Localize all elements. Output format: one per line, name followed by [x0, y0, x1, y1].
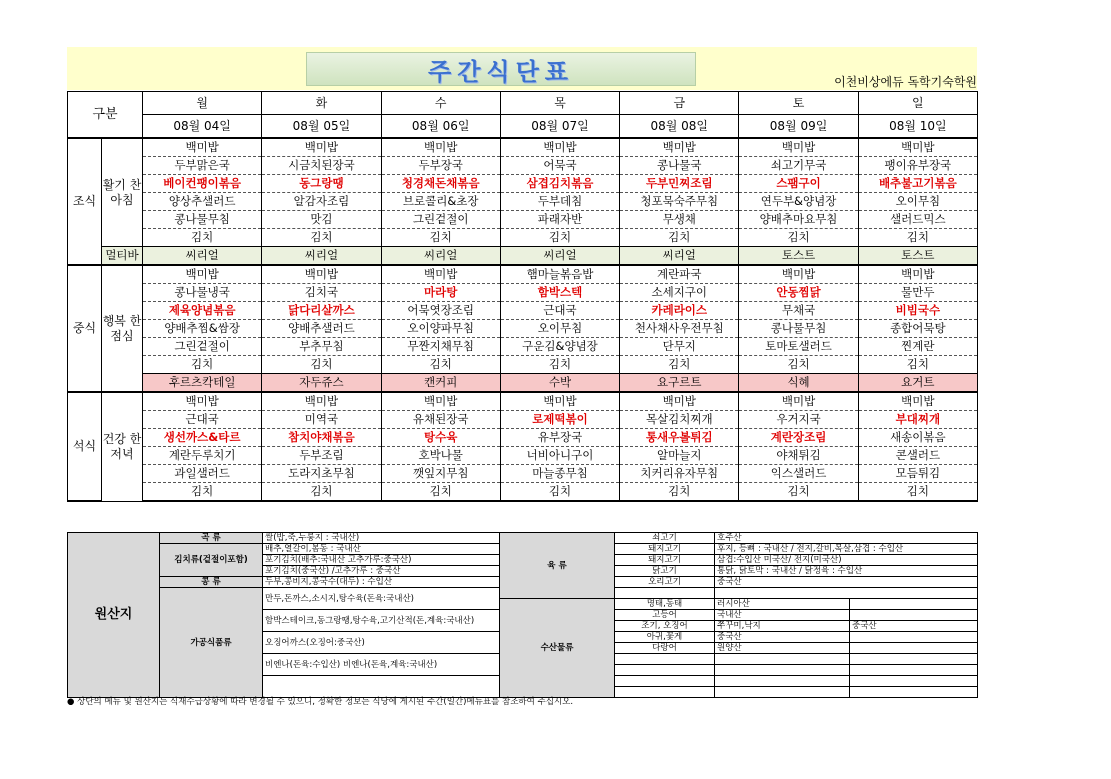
menu-row	[68, 138, 978, 157]
meat-item	[615, 588, 715, 599]
meal-label-breakfast: 조식	[68, 138, 102, 265]
menu-row	[68, 465, 978, 483]
date-header: 08월 07일	[500, 115, 619, 139]
menu-cell: 배추불고기볶음	[858, 175, 977, 193]
meat-item: 쇠고기	[615, 533, 715, 544]
date-header: 08월 08일	[620, 115, 739, 139]
menu-cell: 김치	[381, 483, 500, 502]
menu-cell: 백미밥	[262, 392, 381, 411]
menu-cell: 백미밥	[858, 265, 977, 284]
snack-cell: 토스트	[739, 247, 858, 266]
processed-label: 가공식품류	[160, 588, 263, 698]
day-header: 화	[262, 92, 381, 115]
category-label: 구분	[68, 92, 143, 139]
menu-cell: 호박나물	[381, 447, 500, 465]
menu-cell: 통새우볼튀김	[620, 429, 739, 447]
menu-row	[68, 193, 978, 211]
meat-origin: 중국산	[715, 577, 978, 588]
menu-cell: 백미밥	[381, 392, 500, 411]
meal-sublabel-lunch: 행복 한 점심	[102, 265, 143, 392]
menu-cell: 김치	[739, 483, 858, 502]
menu-cell: 콩나물냉국	[143, 284, 262, 302]
grain-value: 쌀(밥,죽,누룽지 : 국내산)	[263, 533, 500, 544]
bean-value: 두부,콩비지,콩국수(대두) : 수입산	[263, 577, 500, 588]
menu-row	[68, 175, 978, 193]
menu-cell: 백미밥	[500, 138, 619, 157]
menu-cell: 김치	[739, 356, 858, 374]
menu-row	[68, 483, 978, 502]
menu-cell: 참치야채볶음	[262, 429, 381, 447]
grain-label: 곡 류	[160, 533, 263, 544]
menu-cell: 무짠지채무침	[381, 338, 500, 356]
menu-cell: 백미밥	[143, 392, 262, 411]
meat-item: 돼지고기	[615, 544, 715, 555]
menu-cell: 치커리유자무침	[620, 465, 739, 483]
menu-cell: 구운김&양념장	[500, 338, 619, 356]
menu-cell: 물만두	[858, 284, 977, 302]
menu-cell: 시금치된장국	[262, 157, 381, 175]
kimchi-value: 포기김치(배추:국내산 고추가루:중국산)	[263, 555, 500, 566]
seafood-extra: 중국산	[850, 621, 978, 632]
seafood-origin	[715, 676, 850, 687]
origin-row	[68, 533, 978, 544]
menu-cell: 그린겉절이	[143, 338, 262, 356]
menu-cell: 무채국	[739, 302, 858, 320]
menu-cell: 김치	[500, 483, 619, 502]
menu-cell: 콩나물국	[620, 157, 739, 175]
date-header: 08월 10일	[858, 115, 977, 139]
seafood-origin: 원양산	[715, 643, 850, 654]
seafood-origin: 국내산	[715, 610, 850, 621]
menu-cell: 함박스텍	[500, 284, 619, 302]
meal-sublabel-dinner: 건강 한 저녁	[102, 392, 143, 501]
menu-row	[68, 356, 978, 374]
menu-cell: 탕수육	[381, 429, 500, 447]
menu-cell: 백미밥	[500, 392, 619, 411]
menu-row	[68, 411, 978, 429]
day-header: 목	[500, 92, 619, 115]
academy-name: 이천비상에듀 독학기숙학원	[834, 75, 977, 89]
meat-origin: 통닭, 닭토막 : 국내산 / 닭정육 : 수입산	[715, 566, 978, 577]
menu-cell: 파래자반	[500, 211, 619, 229]
processed-value: 오징어까스(오징어:중국산)	[263, 632, 500, 654]
menu-cell: 김치	[858, 356, 977, 374]
menu-cell: 오이양파무침	[381, 320, 500, 338]
menu-row	[68, 284, 978, 302]
meat-item: 오리고기	[615, 577, 715, 588]
menu-cell: 두부조림	[262, 447, 381, 465]
menu-cell: 백미밥	[262, 138, 381, 157]
menu-cell: 오이무침	[858, 193, 977, 211]
menu-cell: 백미밥	[143, 138, 262, 157]
seafood-extra	[850, 599, 978, 610]
menu-cell: 백미밥	[381, 265, 500, 284]
menu-cell: 카레라이스	[620, 302, 739, 320]
menu-cell: 햄마늘볶음밥	[500, 265, 619, 284]
seafood-item	[615, 687, 715, 698]
menu-cell: 어묵국	[500, 157, 619, 175]
day-header: 수	[381, 92, 500, 115]
menu-cell: 천사채사우전무침	[620, 320, 739, 338]
day-header: 토	[739, 92, 858, 115]
menu-cell: 김치	[500, 229, 619, 247]
menu-cell: 백미밥	[381, 138, 500, 157]
menu-cell: 김치	[620, 229, 739, 247]
seafood-extra	[850, 676, 978, 687]
menu-cell: 유채된장국	[381, 411, 500, 429]
menu-cell: 모듬튀김	[858, 465, 977, 483]
seafood-item: 조기, 오징어	[615, 621, 715, 632]
menu-cell: 계란파국	[620, 265, 739, 284]
snack-row	[68, 247, 978, 266]
menu-row	[68, 157, 978, 175]
menu-cell: 제육양념볶음	[143, 302, 262, 320]
menu-cell: 두부민찌조림	[620, 175, 739, 193]
menu-cell: 양상추샐러드	[143, 193, 262, 211]
menu-cell: 백미밥	[858, 138, 977, 157]
menu-row	[68, 229, 978, 247]
menu-cell: 백미밥	[739, 265, 858, 284]
seafood-origin: 러시아산	[715, 599, 850, 610]
seafood-origin	[715, 665, 850, 676]
menu-cell: 김치	[143, 483, 262, 502]
menu-cell: 김치	[143, 229, 262, 247]
menu-cell: 베이컨팽이볶음	[143, 175, 262, 193]
menu-cell: 마늘종무침	[500, 465, 619, 483]
menu-cell: 무생채	[620, 211, 739, 229]
meat-origin: 후지, 등뼈 : 국내산 / 전지,갈비,목살,삼겹 : 수입산	[715, 544, 978, 555]
header-row-days	[68, 92, 978, 115]
menu-cell: 양배추마요무침	[739, 211, 858, 229]
menu-cell: 백미밥	[739, 138, 858, 157]
dessert-cell: 요거트	[858, 374, 977, 393]
snack-cell: 씨리얼	[381, 247, 500, 266]
title-box	[306, 52, 696, 86]
kimchi-value: 포기김치(중국산) /고추가루 : 중국산	[263, 566, 500, 577]
dessert-cell: 식혜	[739, 374, 858, 393]
seafood-origin	[715, 654, 850, 665]
meat-origin: 호주산	[715, 533, 978, 544]
menu-cell: 안동찜닭	[739, 284, 858, 302]
seafood-item	[615, 665, 715, 676]
footnote: ● 상단의 메뉴 및 원산지는 식재수급상황에 따라 변경될 수 있으니, 정확한 정보는 식당에 게시된 주간(일간)메뉴표를 참조하여 주십시오.	[67, 697, 574, 707]
origin-table	[67, 532, 978, 698]
menu-cell: 백미밥	[858, 392, 977, 411]
seafood-item: 고등어	[615, 610, 715, 621]
dessert-cell: 요구르트	[620, 374, 739, 393]
menu-cell: 두부데침	[500, 193, 619, 211]
menu-cell: 토마토샐러드	[739, 338, 858, 356]
menu-cell: 김치	[262, 229, 381, 247]
menu-cell: 백미밥	[262, 265, 381, 284]
processed-value: 만두,돈까스,소시지,탕수육(돈육:국내산)	[263, 588, 500, 610]
dessert-cell: 캔커피	[381, 374, 500, 393]
day-header: 금	[620, 92, 739, 115]
seafood-extra	[850, 632, 978, 643]
seafood-item: 아귀,꽃게	[615, 632, 715, 643]
dessert-cell: 자두쥬스	[262, 374, 381, 393]
menu-cell: 비빔국수	[858, 302, 977, 320]
menu-cell: 연두부&양념장	[739, 193, 858, 211]
day-header: 월	[143, 92, 262, 115]
menu-row	[68, 302, 978, 320]
menu-cell: 닭다리살까스	[262, 302, 381, 320]
menu-cell: 익스샐러드	[739, 465, 858, 483]
seafood-item: 명태,동태	[615, 599, 715, 610]
menu-cell: 김치	[262, 356, 381, 374]
menu-cell: 계란장조림	[739, 429, 858, 447]
menu-cell: 청경채돈채볶음	[381, 175, 500, 193]
menu-cell: 청포묵숙주무침	[620, 193, 739, 211]
menu-cell: 부추무침	[262, 338, 381, 356]
menu-cell: 백미밥	[143, 265, 262, 284]
menu-cell: 소세지구이	[620, 284, 739, 302]
menu-cell: 생선까스&타르	[143, 429, 262, 447]
seafood-extra	[850, 687, 978, 698]
page-title: 주간식단표	[428, 57, 574, 86]
menu-cell: 김치	[381, 356, 500, 374]
dessert-cell: 수박	[500, 374, 619, 393]
menu-cell: 야채튀김	[739, 447, 858, 465]
seafood-origin: 중국산	[715, 632, 850, 643]
menu-cell: 계란두루치기	[143, 447, 262, 465]
menu-row	[68, 211, 978, 229]
origin-title: 원산지	[68, 533, 160, 698]
menu-cell: 두부장국	[381, 157, 500, 175]
menu-cell: 미역국	[262, 411, 381, 429]
menu-cell: 김치	[858, 229, 977, 247]
menu-cell: 새송이볶음	[858, 429, 977, 447]
menu-cell: 김치	[739, 229, 858, 247]
meat-origin: 삼겹:수입산 미국산/ 전지(미국산)	[715, 555, 978, 566]
date-header: 08월 04일	[143, 115, 262, 139]
dessert-cell: 후르츠칵테일	[143, 374, 262, 393]
menu-cell: 팽이유부장국	[858, 157, 977, 175]
kimchi-value: 배추,열갈이,봄동 : 국내산	[263, 544, 500, 555]
menu-cell: 너비아니구이	[500, 447, 619, 465]
dessert-row	[68, 374, 978, 393]
meal-sublabel-breakfast: 활기 찬 아침	[102, 138, 143, 247]
seafood-extra	[850, 643, 978, 654]
menu-cell: 부대찌개	[858, 411, 977, 429]
processed-value: 비엔나(돈육:수입산) 비엔나(돈육,계육:국내산)	[263, 654, 500, 676]
menu-cell: 김치	[381, 229, 500, 247]
menu-cell: 단무지	[620, 338, 739, 356]
date-header: 08월 05일	[262, 115, 381, 139]
seafood-origin	[715, 687, 850, 698]
date-header: 08월 09일	[739, 115, 858, 139]
menu-cell: 콩나물무침	[143, 211, 262, 229]
menu-cell: 어묵엿장조림	[381, 302, 500, 320]
menu-cell: 쇠고기무국	[739, 157, 858, 175]
menu-cell: 양배추찜&쌈장	[143, 320, 262, 338]
menu-cell: 종합어묵탕	[858, 320, 977, 338]
menu-cell: 마라탕	[381, 284, 500, 302]
menu-row	[68, 392, 978, 411]
snack-cell: 토스트	[858, 247, 977, 266]
menu-row	[68, 429, 978, 447]
menu-cell: 삼겹김치볶음	[500, 175, 619, 193]
menu-table	[67, 91, 978, 502]
seafood-extra	[850, 665, 978, 676]
menu-cell: 백미밥	[739, 392, 858, 411]
seafood-item	[615, 676, 715, 687]
seafood-label: 수산물류	[500, 599, 615, 698]
seafood-extra	[850, 610, 978, 621]
kimchi-label: 김치류(겉절이포함)	[160, 544, 263, 577]
menu-cell: 김치	[262, 483, 381, 502]
menu-cell: 김치	[620, 483, 739, 502]
menu-cell: 동그랑땡	[262, 175, 381, 193]
menu-cell: 김치	[500, 356, 619, 374]
menu-cell: 찐계란	[858, 338, 977, 356]
menu-cell: 오이무침	[500, 320, 619, 338]
menu-row	[68, 265, 978, 284]
menu-cell: 샐러드믹스	[858, 211, 977, 229]
menu-cell: 목살김치찌개	[620, 411, 739, 429]
day-header: 일	[858, 92, 977, 115]
snack-cell: 씨리얼	[620, 247, 739, 266]
menu-cell: 콘샐러드	[858, 447, 977, 465]
menu-cell: 콩나물무침	[739, 320, 858, 338]
snack-cell: 씨리얼	[500, 247, 619, 266]
menu-cell: 그린겉절이	[381, 211, 500, 229]
snack-cell: 씨리얼	[262, 247, 381, 266]
menu-cell: 김치	[858, 483, 977, 502]
header-row-dates	[68, 115, 978, 139]
meal-label-dinner: 석식	[68, 392, 102, 501]
menu-cell: 김치	[620, 356, 739, 374]
menu-cell: 과일샐러드	[143, 465, 262, 483]
menu-cell: 백미밥	[620, 392, 739, 411]
menu-cell: 두부맑은국	[143, 157, 262, 175]
meat-origin	[715, 588, 978, 599]
menu-cell: 스팸구이	[739, 175, 858, 193]
snack-cell: 씨리얼	[143, 247, 262, 266]
meat-item: 닭고기	[615, 566, 715, 577]
menu-cell: 맛김	[262, 211, 381, 229]
menu-cell: 근대국	[500, 302, 619, 320]
menu-cell: 도라지초무침	[262, 465, 381, 483]
menu-cell: 브로콜리&초장	[381, 193, 500, 211]
meat-item: 돼지고기	[615, 555, 715, 566]
menu-cell: 알마늘지	[620, 447, 739, 465]
snack-label: 멀티바	[102, 247, 143, 266]
menu-cell: 근대국	[143, 411, 262, 429]
menu-row	[68, 338, 978, 356]
menu-cell: 깻잎지무침	[381, 465, 500, 483]
meal-label-lunch: 중식	[68, 265, 102, 392]
menu-row	[68, 320, 978, 338]
meat-label: 육 류	[500, 533, 615, 599]
menu-cell: 유부장국	[500, 429, 619, 447]
seafood-origin: 쭈꾸미,낙지	[715, 621, 850, 632]
menu-cell: 알감자조림	[262, 193, 381, 211]
seafood-item	[615, 654, 715, 665]
date-header: 08월 06일	[381, 115, 500, 139]
menu-row	[68, 447, 978, 465]
menu-cell: 김치국	[262, 284, 381, 302]
menu-cell: 백미밥	[620, 138, 739, 157]
menu-cell: 로제떡볶이	[500, 411, 619, 429]
seafood-extra	[850, 654, 978, 665]
menu-cell: 양배추샐러드	[262, 320, 381, 338]
menu-cell: 우거지국	[739, 411, 858, 429]
bean-label: 콩 류	[160, 577, 263, 588]
menu-cell: 김치	[143, 356, 262, 374]
seafood-item: 다랑어	[615, 643, 715, 654]
processed-value: 함박스테이크,동그랑땡,탕수육,고기산적(돈,계육:국내산)	[263, 610, 500, 632]
